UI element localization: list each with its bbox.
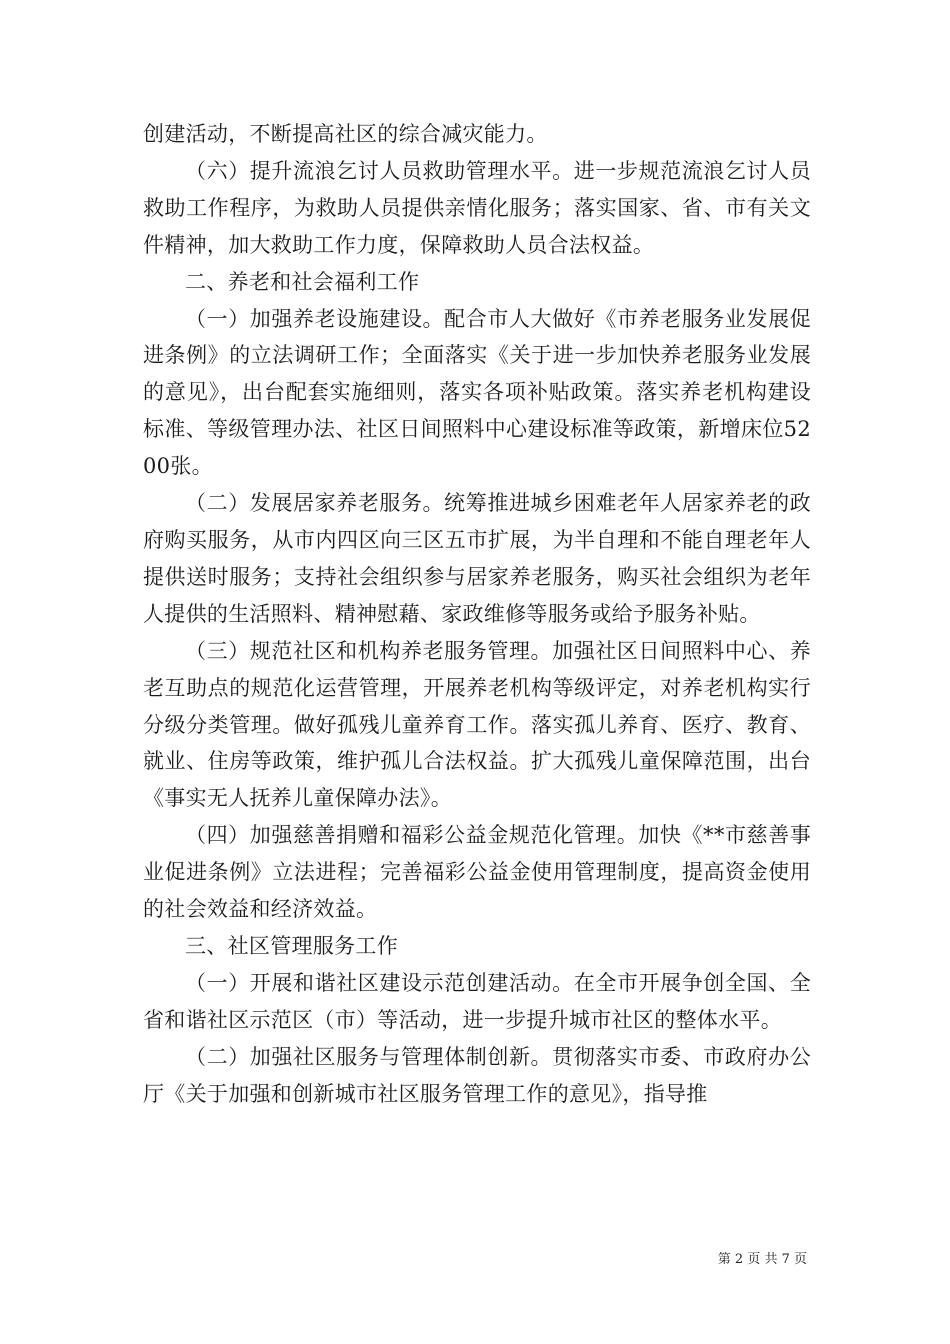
paragraph-institution-care: （三）规范社区和机构养老服务管理。加强社区日间照料中心、养老互助点的规范化运营管理，开展养老机构等级评定，对养老机构实行分级分类管理。做好孤残儿童养育工作。落实孤儿养育、医疗、教育、就业、住房等政策，维护孤儿合法权益。扩大孤残儿童保障范围，出台《事实无人抚养儿童保障办法》。 [143, 638, 811, 811]
paragraph-harmonious-community: （一）开展和谐社区建设示范创建活动。在全市开展争创全国、全省和谐社区示范区（市）等活动，进一步提升城市社区的整体水平。 [143, 970, 811, 1032]
paragraph-home-care: （二）发展居家养老服务。统筹推进城乡困难老年人居家养老的政府购买服务，从市内四区向三区五市扩展，为半自理和不能自理老年人提供送时服务；支持社会组织参与居家养老服务，购买社会组织为老年人提供的生活照料、精神慰藉、家政维修等服务或给予服务补贴。 [143, 491, 811, 626]
paragraph-vagrant-relief: （六）提升流浪乞讨人员救助管理水平。进一步规范流浪乞讨人员救助工作程序，为救助人员提供亲情化服务；落实国家、省、市有关文件精神，加大救助工作力度，保障救助人员合法权益。 [143, 158, 811, 257]
page-number-footer: 第 2 页 共 7 页 [717, 1252, 807, 1267]
paragraph-community-innovation: （二）加强社区服务与管理体制创新。贯彻落实市委、市政府办公厅《关于加强和创新城市社区服务管理工作的意见》，指导推 [143, 1044, 811, 1106]
paragraph-continuation: 创建活动，不断提高社区的综合减灾能力。 [143, 122, 548, 146]
document-body [143, 116, 811, 1112]
paragraph-elderly-facilities: （一）加强养老设施建设。配合市人大做好《市养老服务业发展促进条例》的立法调研工作；全面落实《关于进一步加快养老服务业发展的意见》，出台配套实施细则，落实各项补贴政策。落实养老机构建设标准、等级管理办法、社区日间照料中心建设标准等政策，新增床位5200张。 [143, 306, 811, 479]
paragraph-charity-lottery: （四）加强慈善捐赠和福彩公益金规范化管理。加快《**市慈善事业促进条例》立法进程；完善福彩公益金使用管理制度，提高资金使用的社会效益和经济效益。 [143, 823, 811, 922]
section-heading-elderly-welfare: 二、养老和社会福利工作 [185, 269, 420, 294]
section-heading-community: 三、社区管理服务工作 [185, 933, 398, 958]
